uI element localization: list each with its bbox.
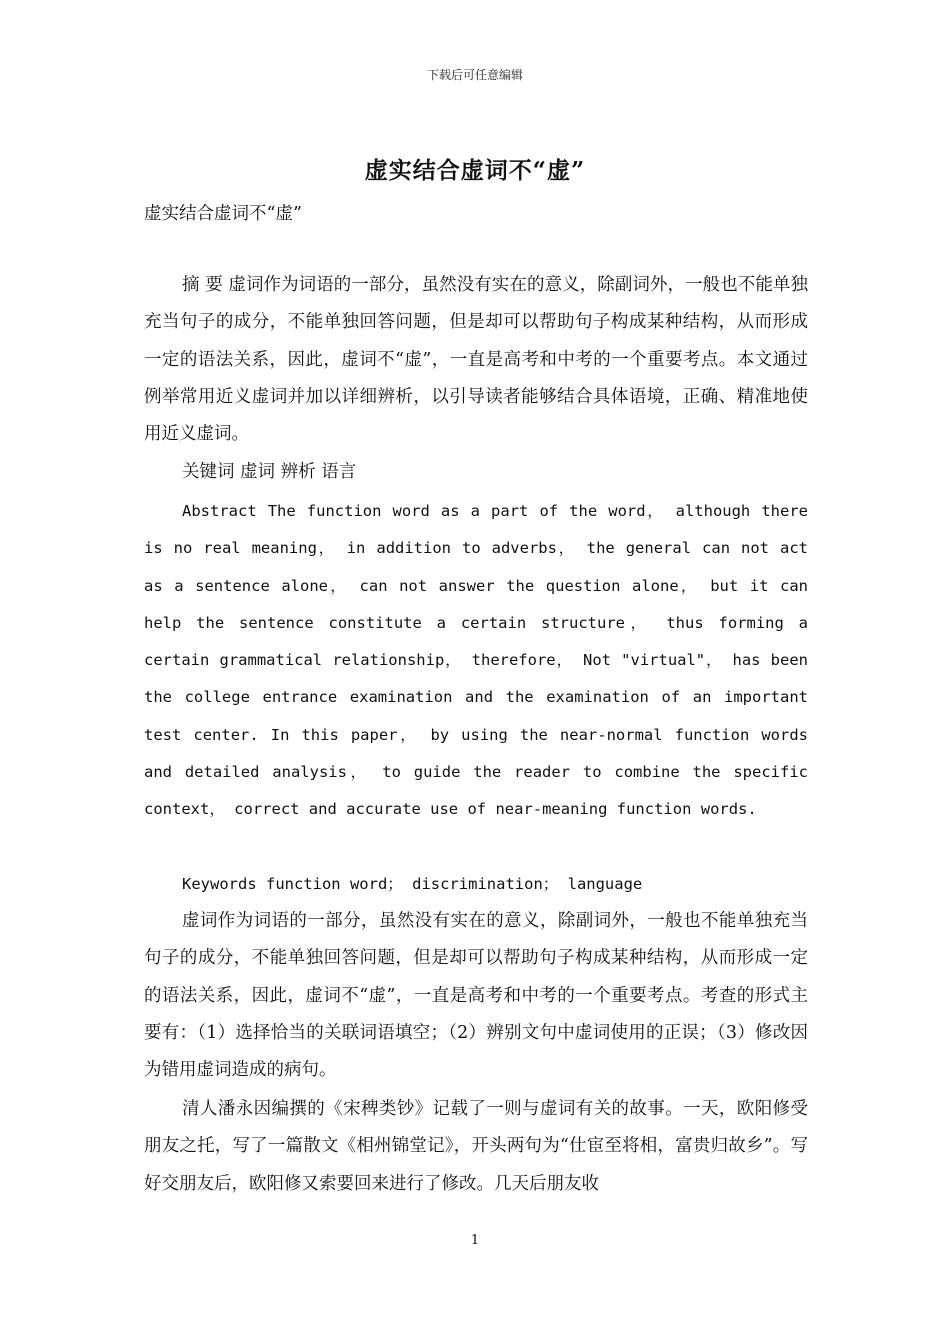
- page-header: 下载后可任意编辑: [426, 68, 523, 82]
- keywords-chinese: 关键词 虚词 辨析 语言: [182, 462, 357, 482]
- body-paragraph: 虚词作为词语的一部分，虽然没有实在的意义，除副词外，一般也不能单独充当句子的成分，不能单独回答问题，但是却可以帮助句子构成某种结构，从而形成一定的语法关系，因此，虚词不“虚”，一直是高考和中考的一个重要考点。考查的形式主要有：（1）选择恰当的关联词语填空；（2）辨别文句中虚词使用的正误；（3）修改因为错用虚词造成的病句。: [144, 911, 808, 1081]
- body-paragraph: 清人潘永因编撰的《宋稗类钞》记载了一则与虚词有关的故事。一天，欧阳修受朋友之托，写了一篇散文《相州锦堂记》，开头两句为“仕宦至将相，富贵归故乡”。写好交朋友后，欧阳修又索要回来进行了修改。几天后朋友收: [144, 1099, 808, 1194]
- abstract-english: Abstract The function word as a part of the word， although there is no real meaning， in addition to adverbs， the general can not act as a sentence alone， can not answer the question alone， but it can help the sentence constitute a certain structure， thus forming a certain grammatical relationship， therefore， Not "virtual"， has been the college entrance examination and the examination of an important test center. In this paper， by using the near-normal function words and detailed analysis， to guide the reader to combine the specific context， correct and accurate use of near-meaning function words.: [144, 502, 808, 819]
- keywords-english: Keywords function word； discrimination； language: [182, 875, 643, 893]
- page-number: 1: [470, 1233, 480, 1248]
- abstract-chinese: 摘 要 虚词作为词语的一部分，虽然没有实在的意义，除副词外，一般也不能单独充当句子的成分，不能单独回答问题，但是却可以帮助句子构成某种结构，从而形成一定的语法关系，因此，虚词不“虚”，一直是高考和中考的一个重要考点。本文通过例举常用近义虚词并加以详细辨析，以引导读者能够结合具体语境，正确、精准地使用近义虚词。: [144, 275, 808, 445]
- document-title: 虚实结合虚词不“虚”: [364, 157, 586, 184]
- subtitle: 虚实结合虚词不“虚”: [144, 204, 302, 224]
